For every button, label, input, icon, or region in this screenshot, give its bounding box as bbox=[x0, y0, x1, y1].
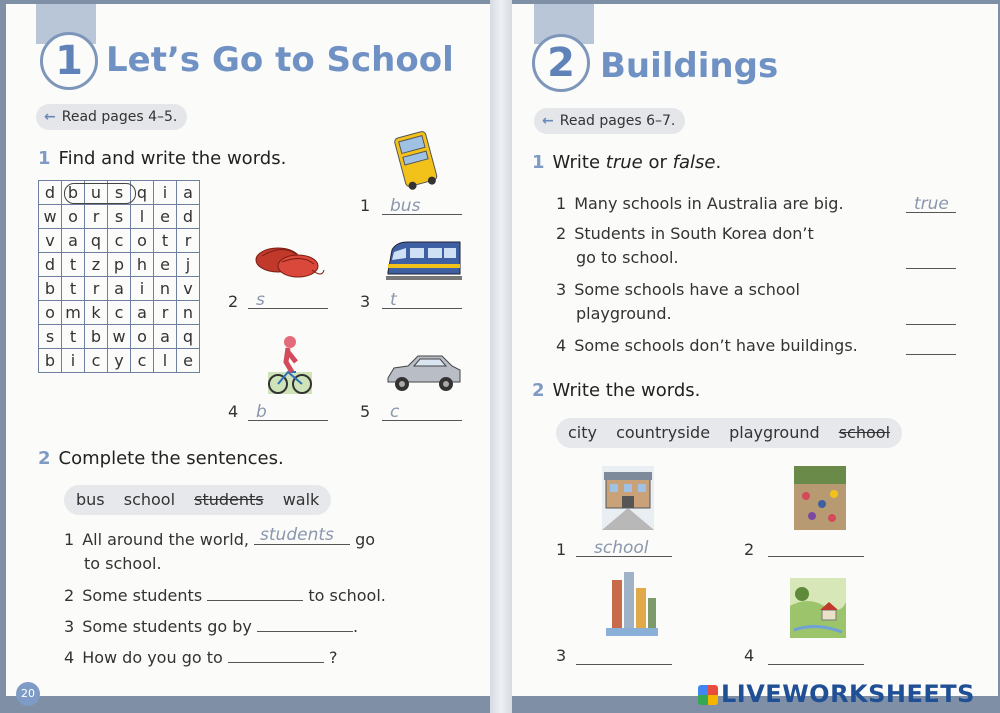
right-page bbox=[512, 4, 998, 696]
countryside-icon bbox=[788, 576, 848, 640]
unit-title: Buildings bbox=[600, 46, 779, 86]
grid-cell[interactable]: a bbox=[177, 181, 200, 205]
grid-cell[interactable]: k bbox=[85, 301, 108, 325]
unit-number-badge: 1 bbox=[40, 32, 98, 90]
word-bank bbox=[556, 418, 902, 448]
grid-cell[interactable]: b bbox=[62, 181, 85, 205]
arrow-left-icon: ← bbox=[44, 109, 56, 125]
grid-cell[interactable]: w bbox=[108, 325, 131, 349]
grid-cell[interactable]: c bbox=[131, 349, 154, 373]
word-bank-item: playground bbox=[729, 423, 820, 442]
grid-cell[interactable]: d bbox=[177, 205, 200, 229]
grid-cell[interactable]: z bbox=[85, 253, 108, 277]
grid-cell[interactable]: u bbox=[85, 181, 108, 205]
grid-cell[interactable]: q bbox=[85, 229, 108, 253]
word-bank-item-used: school bbox=[838, 423, 891, 442]
exercise-2-heading: 2 Complete the sentences. bbox=[38, 448, 284, 469]
grid-cell[interactable]: a bbox=[62, 229, 85, 253]
grid-cell[interactable]: b bbox=[39, 349, 62, 373]
word-bank-item-used: students bbox=[194, 490, 264, 509]
grid-cell[interactable]: a bbox=[131, 301, 154, 325]
answer-field[interactable]: true bbox=[906, 192, 956, 213]
grid-cell[interactable]: a bbox=[154, 325, 177, 349]
answer-field[interactable] bbox=[768, 644, 864, 665]
liveworksheets-logo: LIVEWORKSHEETS bbox=[698, 680, 975, 708]
answer-field[interactable] bbox=[257, 615, 353, 632]
grid-row bbox=[39, 253, 200, 277]
left-page bbox=[6, 4, 490, 696]
grid-row bbox=[39, 229, 200, 253]
grid-cell[interactable]: l bbox=[154, 349, 177, 373]
grid-cell[interactable]: o bbox=[39, 301, 62, 325]
exercise-1-heading: 1 Write true or false. bbox=[532, 152, 722, 173]
sentence-4: 4 How do you go to ? bbox=[64, 648, 338, 667]
grid-row bbox=[39, 301, 200, 325]
grid-cell[interactable]: y bbox=[108, 349, 131, 373]
grid-cell[interactable]: o bbox=[131, 229, 154, 253]
true-false-item-3: 3 Some schools have a school playground. bbox=[556, 280, 800, 323]
item-number: 4 bbox=[228, 402, 239, 421]
read-pages-note: ← Read pages 4–5. bbox=[36, 104, 187, 130]
city-icon bbox=[604, 570, 660, 638]
grid-cell[interactable]: q bbox=[177, 325, 200, 349]
item-number: 3 bbox=[360, 292, 371, 311]
grid-cell[interactable]: p bbox=[108, 253, 131, 277]
grid-row bbox=[39, 325, 200, 349]
sentence-1: 1 All around the world, students go to school. bbox=[64, 525, 376, 573]
word-bank-item: school bbox=[123, 490, 176, 509]
word-bank-item: bus bbox=[76, 490, 105, 509]
item-number: 2 bbox=[228, 292, 239, 311]
bicycle-icon bbox=[264, 332, 314, 396]
grid-cell[interactable]: d bbox=[39, 253, 62, 277]
grid-cell[interactable]: i bbox=[154, 181, 177, 205]
answer-field[interactable]: school bbox=[576, 536, 672, 557]
grid-cell[interactable]: t bbox=[62, 325, 85, 349]
true-false-item-4: 4 Some schools don’t have buildings. bbox=[556, 336, 858, 355]
train-icon bbox=[382, 236, 466, 284]
grid-cell[interactable]: q bbox=[131, 181, 154, 205]
grid-cell[interactable]: c bbox=[108, 301, 131, 325]
grid-cell[interactable]: v bbox=[177, 277, 200, 301]
liveworksheets-logo-icon bbox=[698, 685, 718, 705]
grid-cell[interactable]: e bbox=[154, 205, 177, 229]
shoes-icon bbox=[252, 240, 328, 284]
grid-cell[interactable]: s bbox=[39, 325, 62, 349]
grid-cell[interactable]: s bbox=[108, 205, 131, 229]
word-bank-item: city bbox=[568, 423, 597, 442]
item-number: 1 bbox=[360, 196, 371, 215]
item-number: 4 bbox=[744, 646, 755, 665]
answer-field[interactable] bbox=[906, 334, 956, 355]
answer-field[interactable] bbox=[576, 644, 672, 665]
grid-cell[interactable]: r bbox=[177, 229, 200, 253]
word-bank-item: countryside bbox=[616, 423, 711, 442]
grid-cell[interactable]: b bbox=[39, 277, 62, 301]
item-number: 1 bbox=[556, 540, 567, 559]
page-number: 20 bbox=[16, 682, 40, 706]
grid-cell[interactable]: r bbox=[154, 301, 177, 325]
playground-icon bbox=[792, 464, 848, 532]
answer-field[interactable] bbox=[906, 248, 956, 269]
exercise-2-heading: 2 Write the words. bbox=[532, 380, 701, 401]
grid-cell[interactable]: n bbox=[177, 301, 200, 325]
word-search-grid bbox=[38, 180, 200, 373]
grid-cell[interactable]: o bbox=[62, 205, 85, 229]
answer-field[interactable] bbox=[207, 584, 303, 601]
item-number: 3 bbox=[556, 646, 567, 665]
book-gutter bbox=[490, 0, 512, 713]
grid-cell[interactable]: s bbox=[108, 181, 131, 205]
grid-cell[interactable]: c bbox=[85, 349, 108, 373]
grid-cell[interactable]: b bbox=[85, 325, 108, 349]
unit-title: Let’s Go to School bbox=[106, 40, 454, 80]
school-building-icon bbox=[600, 464, 656, 532]
answer-field[interactable] bbox=[906, 304, 956, 325]
true-false-item-2: 2 Students in South Korea don’t go to school. bbox=[556, 224, 814, 267]
answer-field[interactable]: s bbox=[248, 288, 328, 309]
grid-cell[interactable]: e bbox=[177, 349, 200, 373]
bus-icon bbox=[390, 128, 442, 192]
answer-field[interactable] bbox=[768, 536, 864, 557]
car-icon bbox=[382, 348, 464, 394]
unit-number-badge: 2 bbox=[532, 34, 590, 92]
grid-cell[interactable]: t bbox=[62, 253, 85, 277]
sentence-3: 3 Some students go by . bbox=[64, 617, 359, 636]
grid-cell[interactable]: v bbox=[39, 229, 62, 253]
item-number: 5 bbox=[360, 402, 371, 421]
grid-cell[interactable]: t bbox=[62, 277, 85, 301]
answer-field[interactable]: students bbox=[254, 528, 350, 545]
answer-field[interactable]: c bbox=[382, 400, 462, 421]
true-false-item-1: 1 Many schools in Australia are big. bbox=[556, 194, 844, 213]
arrow-left-icon: ← bbox=[542, 113, 554, 129]
grid-cell[interactable]: r bbox=[85, 205, 108, 229]
grid-cell[interactable]: o bbox=[131, 325, 154, 349]
read-pages-note: ← Read pages 6–7. bbox=[534, 108, 685, 134]
answer-field[interactable]: bus bbox=[382, 194, 462, 215]
grid-cell[interactable]: c bbox=[108, 229, 131, 253]
grid-cell[interactable]: n bbox=[154, 277, 177, 301]
grid-row bbox=[39, 205, 200, 229]
grid-cell[interactable]: d bbox=[39, 181, 62, 205]
answer-field[interactable]: b bbox=[248, 400, 328, 421]
grid-cell[interactable]: t bbox=[154, 229, 177, 253]
grid-cell[interactable]: a bbox=[108, 277, 131, 301]
grid-row bbox=[39, 349, 200, 373]
grid-cell[interactable]: i bbox=[131, 277, 154, 301]
word-bank-item: walk bbox=[282, 490, 320, 509]
grid-cell[interactable]: j bbox=[177, 253, 200, 277]
grid-cell[interactable]: w bbox=[39, 205, 62, 229]
grid-cell[interactable]: i bbox=[62, 349, 85, 373]
grid-row bbox=[39, 277, 200, 301]
grid-cell[interactable]: h bbox=[131, 253, 154, 277]
item-number: 2 bbox=[744, 540, 755, 559]
grid-row bbox=[39, 181, 200, 205]
grid-cell[interactable]: l bbox=[131, 205, 154, 229]
exercise-1-heading: 1 Find and write the words. bbox=[38, 148, 287, 169]
grid-cell[interactable]: e bbox=[154, 253, 177, 277]
answer-field[interactable]: t bbox=[382, 288, 462, 309]
grid-cell[interactable]: m bbox=[62, 301, 85, 325]
grid-cell[interactable]: r bbox=[85, 277, 108, 301]
answer-field[interactable] bbox=[228, 646, 324, 663]
sentence-2: 2 Some students to school. bbox=[64, 586, 386, 605]
word-bank bbox=[64, 485, 331, 515]
